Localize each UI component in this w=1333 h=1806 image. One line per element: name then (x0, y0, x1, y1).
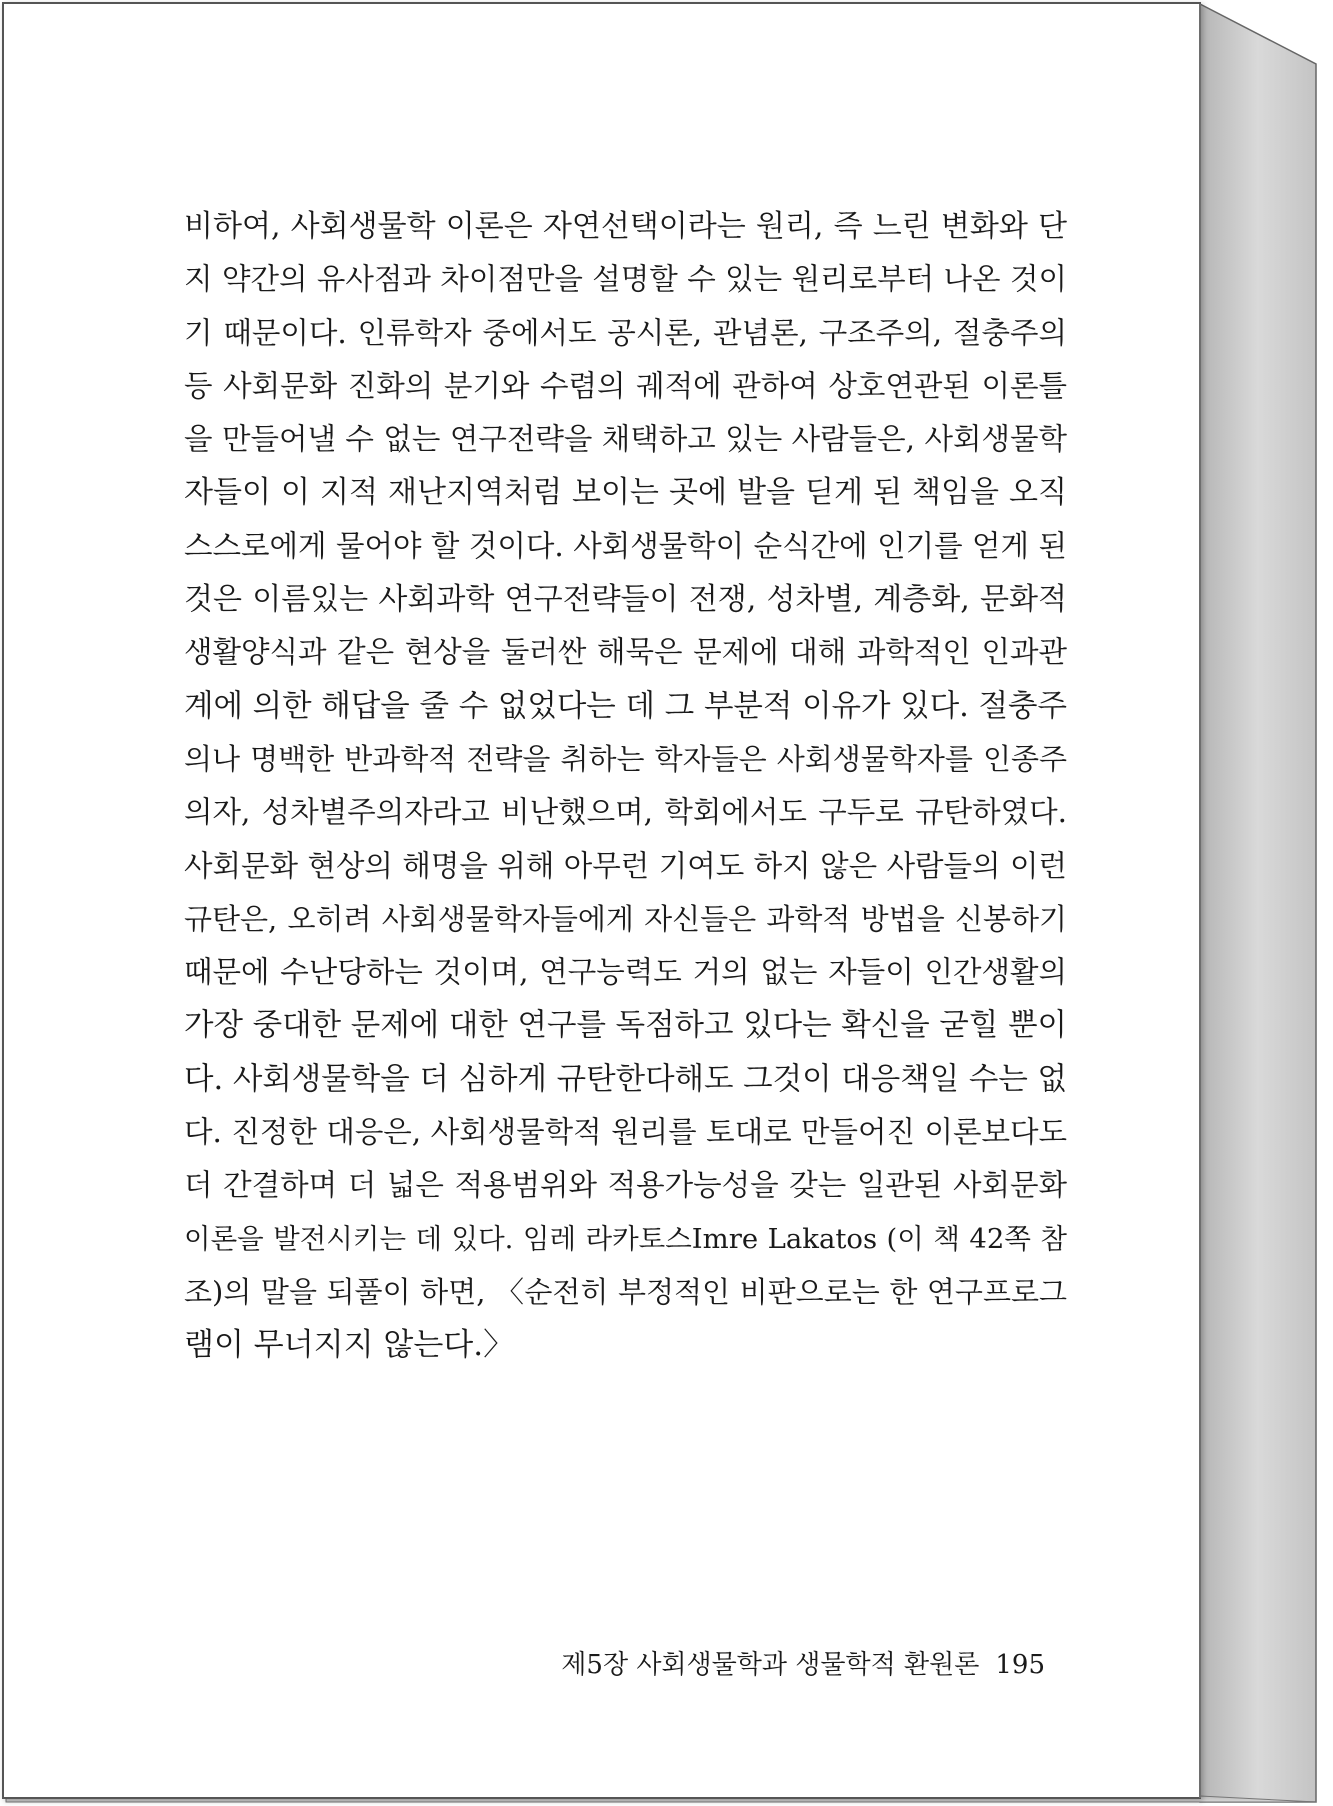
page-footer (561, 1644, 1045, 1681)
body-text-line: 램이 무너지지 않는다.〉 (184, 1327, 515, 1364)
body-text-line: 것은 이름있는 사회과학 연구전략들이 전쟁, 성차별, 계층화, 문화적 (184, 582, 1067, 618)
body-text-line: 더 간결하며 더 넓은 적용범위와 적용가능성을 갖는 일관된 사회문화 (184, 1168, 1067, 1203)
body-text-line: 의나 명백한 반과학적 전략을 취하는 학자들은 사회생물학자를 인종주 (184, 741, 1067, 776)
body-text-line: 지 약간의 유사점과 차이점만을 설명할 수 있는 원리로부터 나온 것이 (184, 262, 1067, 297)
body-text-line: 다. 사회생물학을 더 심하게 규탄한다해도 그것이 대응책일 수는 없 (184, 1061, 1067, 1097)
book-spine-side (1200, 4, 1316, 1802)
body-text-line: 을 만들어낼 수 없는 연구전략을 채택하고 있는 사람들은, 사회생물학 (184, 422, 1067, 457)
body-text-line: 사회문화 현상의 해명을 위해 아무런 기여도 하지 않은 사람들의 이런 (184, 848, 1067, 883)
body-text-line: 등 사회문화 진화의 분기와 수렴의 궤적에 관하여 상호연관된 이론틀 (184, 368, 1067, 403)
body-text-line: 때문에 수난당하는 것이며, 연구능력도 거의 없는 자들이 인간생활의 (184, 955, 1067, 990)
body-text-line: 이론을 발전시키는 데 있다. 임레 라카토스Imre Lakatos (이 책 42쪽 참 (184, 1222, 1067, 1255)
body-text-line: 생활양식과 같은 현상을 둘러싼 해묵은 문제에 대해 과학적인 인과관 (184, 635, 1067, 670)
body-text-line: 조)의 말을 되풀이 하면, 〈순전히 부정적인 비판으로는 한 연구프로그 (184, 1274, 1067, 1309)
body-text-line: 규탄은, 오히려 사회생물학자들에게 자신들은 과학적 방법을 신봉하기 (184, 901, 1067, 936)
body-text-line: 비하여, 사회생물학 이론은 자연선택이라는 원리, 즉 느린 변화와 단 (184, 209, 1067, 244)
body-text-line: 다. 진정한 대응은, 사회생물학적 원리를 토대로 만들어진 이론보다도 (184, 1115, 1067, 1150)
body-text-line: 가장 중대한 문제에 대한 연구를 독점하고 있다는 확신을 굳힐 뿐이 (184, 1008, 1067, 1044)
page-number: 195 (995, 1650, 1045, 1680)
body-text-line: 자들이 이 지적 재난지역처럼 보이는 곳에 발을 딛게 된 책임을 오직 (184, 475, 1067, 511)
body-text-line: 의자, 성차별주의자라고 비난했으며, 학회에서도 구두로 규탄하였다. (184, 795, 1067, 830)
body-text-line: 스스로에게 물어야 할 것이다. 사회생물학이 순식간에 인기를 얻게 된 (184, 528, 1067, 563)
body-text-line: 기 때문이다. 인류학자 중에서도 공시론, 관념론, 구조주의, 절충주의 (184, 315, 1067, 350)
body-text (184, 200, 1067, 1373)
body-text-line: 계에 의한 해답을 줄 수 없었다는 데 그 부분적 이유가 있다. 절충주 (184, 688, 1067, 724)
running-head: 제5장 사회생물학과 생물학적 환원론 (561, 1650, 980, 1680)
